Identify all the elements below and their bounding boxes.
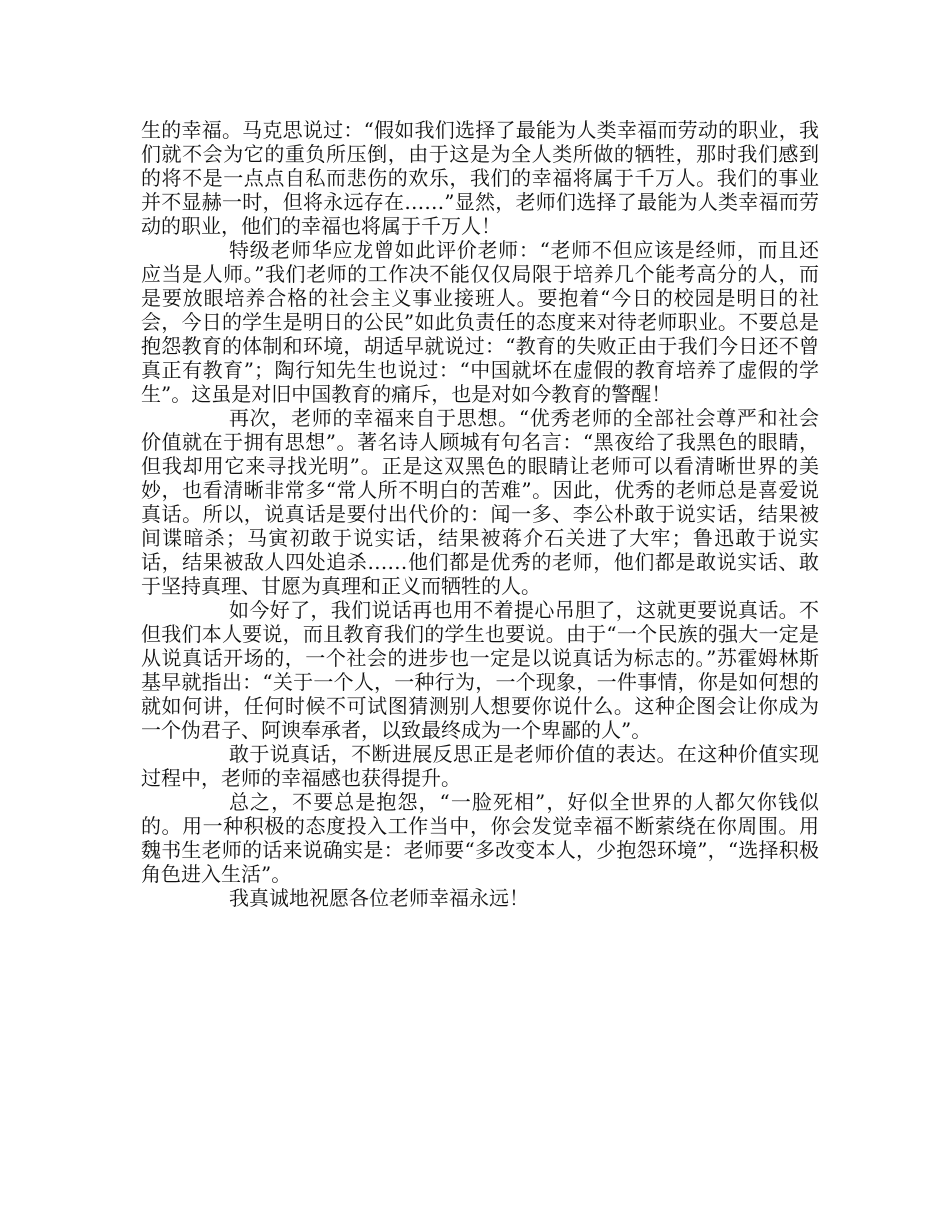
paragraph-2: 特级老师华应龙曾如此评价老师：“老师不但应该是经师，而且还应当是人师。”我们老师的工作决不能仅仅局限于培养几个能考高分的人，而是要放眼培养合格的社会主义事业接班人。要抱着“今日的校园是明日的社会，今日的学生是明日的公民”如此负责任的态度来对待老师职业。不要总是抱怨教育的体制和环境，胡适早就说过：“教育的失败正由于我们今日还不曾真正有教育”；陶行知先生也说过：“中国就坏在虚假的教育培养了虚假的学生”。这虽是对旧中国教育的痛斥，也是对如今教育的警醒！ [141, 238, 819, 406]
paragraph-6: 总之，不要总是抱怨，“一脸死相”，好似全世界的人都欠你钱似的。用一种积极的态度投入工作当中，你会发觉幸福不断萦绕在你周围。用魏书生老师的话来说确实是：老师要“多改变本人，少抱怨环境”，“选择积极角色进入生活”。 [141, 790, 819, 886]
document-body [141, 118, 819, 910]
paragraph-1: 生的幸福。马克思说过：“假如我们选择了最能为人类幸福而劳动的职业，我们就不会为它的重负所压倒，由于这是为全人类所做的牺牲，那时我们感到的将不是一点点自私而悲伤的欢乐，我们的幸福将属于千万人。我们的事业并不显赫一时，但将永远存在……”显然，老师们选择了最能为人类幸福而劳动的职业，他们的幸福也将属于千万人！ [141, 118, 819, 238]
paragraph-5: 敢于说真话，不断进展反思正是老师价值的表达。在这种价值实现过程中，老师的幸福感也获得提升。 [141, 742, 819, 790]
paragraph-7: 我真诚地祝愿各位老师幸福永远！ [229, 886, 529, 910]
paragraph-3: 再次，老师的幸福来自于思想。“优秀老师的全部社会尊严和社会价值就在于拥有思想”。著名诗人顾城有句名言：“黑夜给了我黑色的眼睛，但我却用它来寻找光明”。正是这双黑色的眼睛让老师可以看清晰世界的美妙，也看清晰非常多“常人所不明白的苦难”。因此，优秀的老师总是喜爱说真话。所以，说真话是要付出代价的：闻一多、李公朴敢于说实话，结果被间谍暗杀；马寅初敢于说实话，结果被蒋介石关进了大牢；鲁迅敢于说实话，结果被敌人四处追杀……他们都是优秀的老师，他们都是敢说实话、敢于坚持真理、甘愿为真理和正义而牺牲的人。 [141, 406, 819, 598]
paragraph-4: 如今好了，我们说话再也用不着提心吊胆了，这就更要说真话。不但我们本人要说，而且教育我们的学生也要说。由于“一个民族的强大一定是从说真话开场的，一个社会的进步也一定是以说真话为标志的。”苏霍姆林斯基早就指出：“关于一个人，一种行为，一个现象，一件事情，你是如何想的就如何讲，任何时候不可试图猜测别人想要你说什么。这种企图会让你成为一个伪君子、阿谀奉承者，以致最终成为一个卑鄙的人”。 [141, 598, 819, 742]
